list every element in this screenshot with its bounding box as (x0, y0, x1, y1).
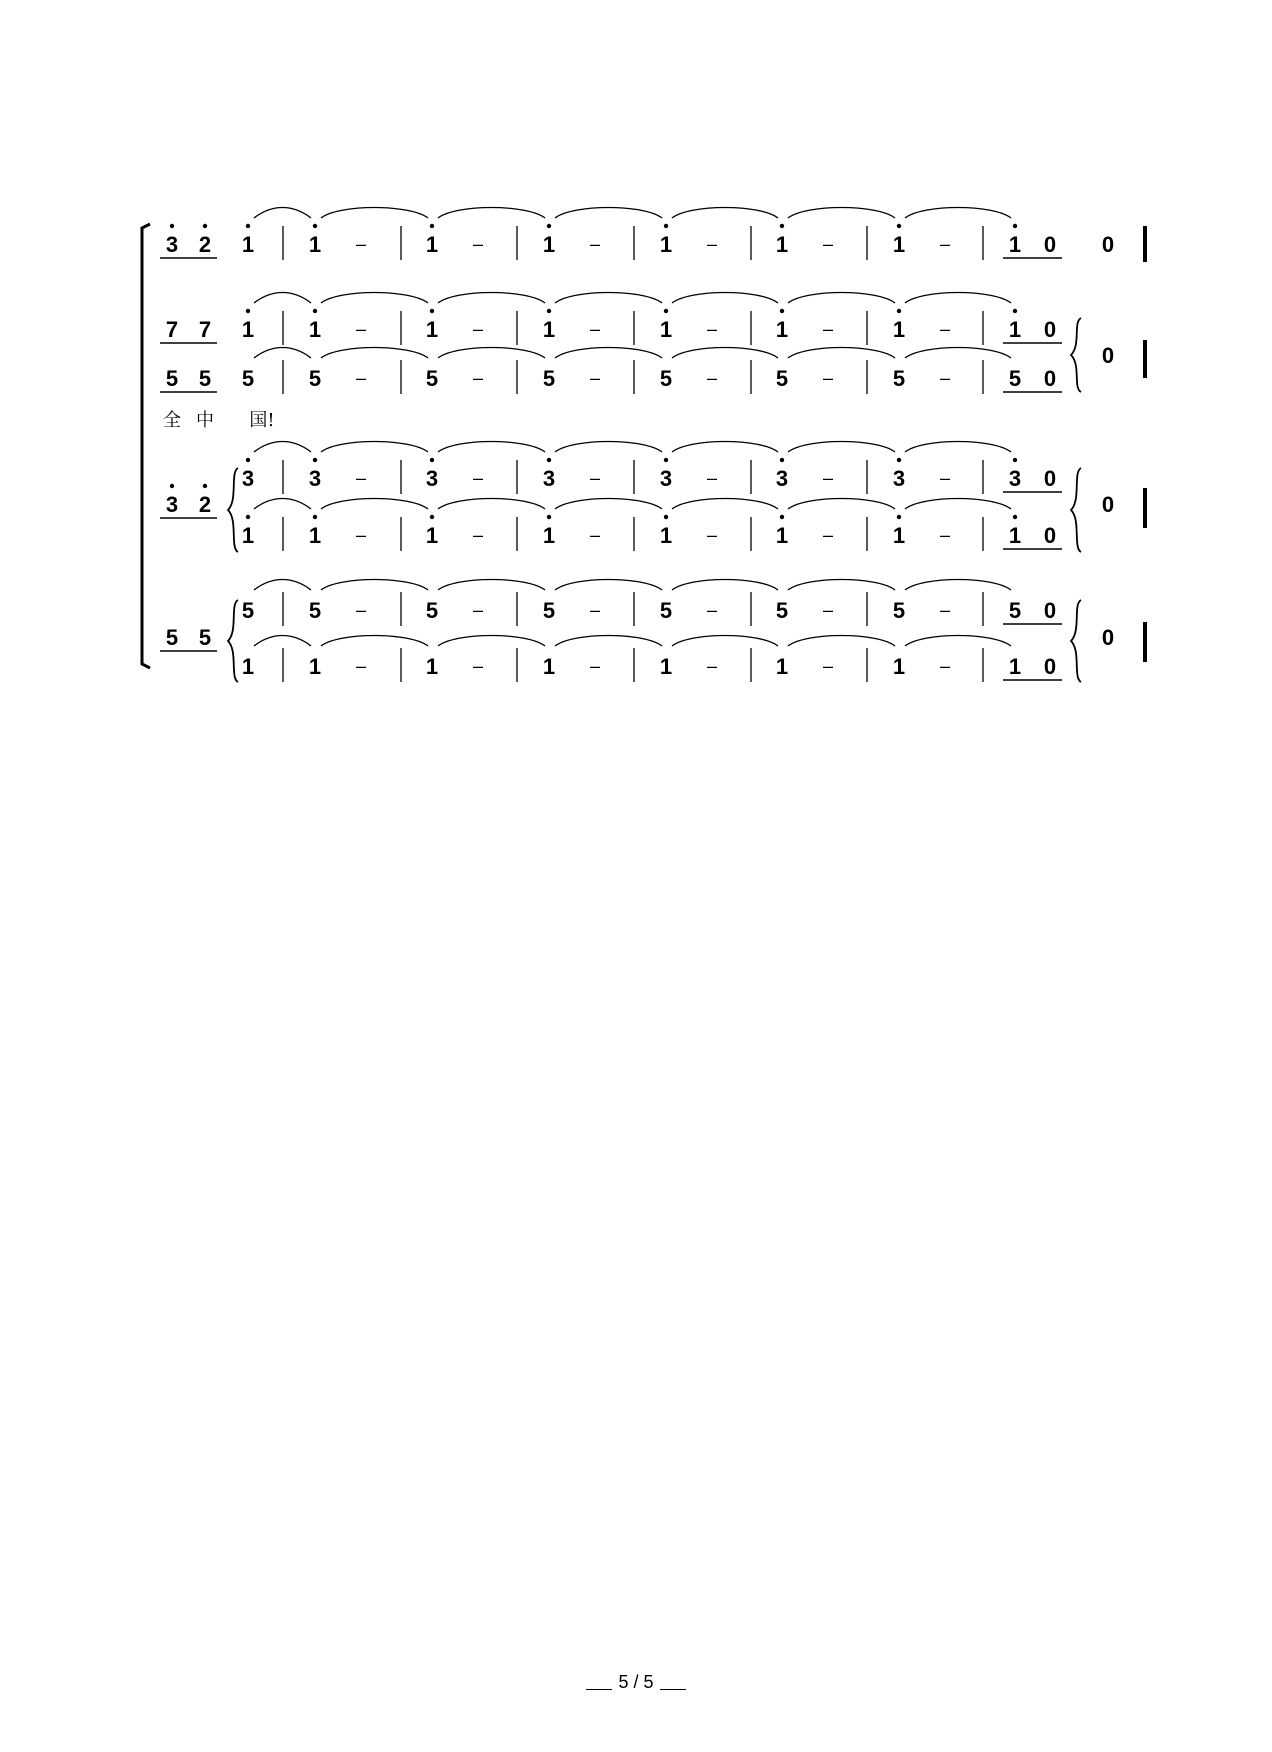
brace (228, 600, 238, 682)
tie (905, 348, 1011, 359)
held-note: 1 (659, 317, 673, 342)
held-note: 5 (542, 366, 556, 391)
sustain-dash: – (939, 234, 951, 254)
page-number: 5 / 5 (618, 1672, 654, 1692)
held-note: 1 (775, 523, 789, 548)
sustain-dash: – (589, 656, 601, 676)
pickup-note: 7 (165, 317, 179, 342)
system-bracket (142, 224, 150, 668)
sustain-dash: – (706, 525, 718, 545)
octave-dot (430, 458, 434, 462)
tie (672, 499, 778, 510)
held-note: 1 (892, 317, 906, 342)
final-barline (1143, 226, 1147, 262)
tie (672, 442, 778, 453)
held-note: 1 (775, 654, 789, 679)
final-rest: 0 (1043, 523, 1057, 548)
lead-note: 3 (241, 466, 255, 491)
sustain-dash: – (589, 468, 601, 488)
held-note: 1 (542, 523, 556, 548)
sustain-dash: – (472, 319, 484, 339)
octave-dot (664, 224, 668, 228)
octave-dot (897, 224, 901, 228)
tie (905, 442, 1011, 453)
tie (254, 636, 311, 647)
tie (555, 636, 662, 647)
brace (1071, 600, 1081, 682)
final-rest: 0 (1043, 598, 1057, 623)
held-note: 5 (775, 366, 789, 391)
final-barline (1143, 622, 1147, 662)
final-note: 1 (1008, 317, 1022, 342)
octave-dot (547, 515, 551, 519)
held-note: 5 (308, 366, 322, 391)
octave-dot (780, 515, 784, 519)
held-note: 5 (892, 598, 906, 623)
final-rest: 0 (1043, 232, 1057, 257)
octave-dot (547, 458, 551, 462)
sustain-dash: – (822, 468, 834, 488)
brace (228, 468, 238, 552)
octave-dot (313, 309, 317, 313)
sustain-dash: – (939, 368, 951, 388)
octave-dot (313, 224, 317, 228)
sustain-dash: – (589, 368, 601, 388)
sustain-dash: – (939, 468, 951, 488)
octave-dot (780, 458, 784, 462)
octave-dot (780, 309, 784, 313)
octave-dot (203, 224, 207, 228)
pickup-note: 5 (198, 625, 212, 650)
octave-dot (664, 515, 668, 519)
tie (905, 208, 1011, 219)
tie (905, 636, 1011, 647)
sustain-dash: – (355, 600, 367, 620)
pickup-note: 5 (165, 625, 179, 650)
octave-dot (430, 224, 434, 228)
held-note: 1 (892, 523, 906, 548)
tie (438, 348, 545, 359)
pickup-note: 5 (165, 366, 179, 391)
lead-note: 1 (241, 523, 255, 548)
octave-dot (547, 224, 551, 228)
lead-note: 5 (241, 598, 255, 623)
closing-rest: 0 (1101, 232, 1115, 257)
octave-dot (1013, 458, 1017, 462)
tie (555, 499, 662, 510)
held-note: 5 (775, 598, 789, 623)
sustain-dash: – (589, 600, 601, 620)
held-note: 5 (659, 366, 673, 391)
octave-dot (313, 458, 317, 462)
tie (438, 499, 545, 510)
held-note: 1 (892, 232, 906, 257)
final-note: 3 (1008, 466, 1022, 491)
tie (555, 348, 662, 359)
tie (321, 442, 428, 453)
pickup-note: 2 (198, 492, 212, 517)
tie (788, 499, 895, 510)
sustain-dash: – (472, 600, 484, 620)
tie (788, 208, 895, 219)
final-rest: 0 (1043, 654, 1057, 679)
sustain-dash: – (706, 234, 718, 254)
tie (672, 348, 778, 359)
octave-dot (246, 309, 250, 313)
sustain-dash: – (472, 656, 484, 676)
held-note: 5 (892, 366, 906, 391)
held-note: 1 (308, 654, 322, 679)
sustain-dash: – (939, 525, 951, 545)
held-note: 1 (425, 654, 439, 679)
sustain-dash: – (822, 368, 834, 388)
final-note: 5 (1008, 598, 1022, 623)
held-note: 1 (775, 232, 789, 257)
tie (254, 208, 311, 219)
sustain-dash: – (939, 656, 951, 676)
octave-dot (897, 458, 901, 462)
pickup-note: 3 (165, 492, 179, 517)
tie (321, 348, 428, 359)
held-note: 1 (308, 317, 322, 342)
lead-note: 1 (241, 232, 255, 257)
final-note: 1 (1008, 654, 1022, 679)
held-note: 3 (775, 466, 789, 491)
brace (1071, 318, 1081, 392)
tie (788, 442, 895, 453)
sustain-dash: – (706, 656, 718, 676)
held-note: 1 (308, 523, 322, 548)
tie (438, 293, 545, 304)
brace (1071, 468, 1081, 552)
tie (905, 293, 1011, 304)
tie (555, 442, 662, 453)
tie (672, 293, 778, 304)
held-note: 5 (542, 598, 556, 623)
held-note: 1 (775, 317, 789, 342)
sustain-dash: – (355, 319, 367, 339)
final-barline (1143, 340, 1147, 378)
sustain-dash: – (355, 656, 367, 676)
octave-dot (246, 458, 250, 462)
tie (321, 499, 428, 510)
held-note: 5 (425, 598, 439, 623)
sustain-dash: – (355, 525, 367, 545)
octave-dot (246, 224, 250, 228)
held-note: 1 (542, 317, 556, 342)
tie (438, 636, 545, 647)
held-note: 3 (542, 466, 556, 491)
held-note: 1 (542, 654, 556, 679)
final-rest: 0 (1043, 317, 1057, 342)
held-note: 3 (308, 466, 322, 491)
sustain-dash: – (355, 368, 367, 388)
lyric-syllable: 中 (196, 410, 214, 431)
tie (555, 208, 662, 219)
tie (555, 580, 662, 591)
sustain-dash: – (589, 319, 601, 339)
octave-dot (430, 515, 434, 519)
sustain-dash: – (706, 319, 718, 339)
sustain-dash: – (939, 600, 951, 620)
tie (321, 208, 428, 219)
pickup-note: 3 (165, 232, 179, 257)
tie (438, 208, 545, 219)
held-note: 5 (308, 598, 322, 623)
final-note: 5 (1008, 366, 1022, 391)
held-note: 1 (659, 232, 673, 257)
tie (672, 580, 778, 591)
sustain-dash: – (822, 600, 834, 620)
held-note: 1 (659, 523, 673, 548)
tie (321, 580, 428, 591)
sustain-dash: – (472, 368, 484, 388)
pickup-note: 7 (198, 317, 212, 342)
final-rest: 0 (1043, 466, 1057, 491)
tie (254, 580, 311, 591)
tie (254, 499, 311, 510)
final-note: 1 (1008, 523, 1022, 548)
sustain-dash: – (706, 600, 718, 620)
octave-dot (246, 515, 250, 519)
sustain-dash: – (589, 234, 601, 254)
octave-dot (547, 309, 551, 313)
held-note: 1 (892, 654, 906, 679)
lyric-syllable: 全 (163, 410, 181, 431)
octave-dot (203, 484, 207, 488)
sustain-dash: – (589, 525, 601, 545)
sustain-dash: – (355, 234, 367, 254)
held-note: 1 (425, 523, 439, 548)
tie (905, 499, 1011, 510)
tie (788, 636, 895, 647)
held-note: 5 (425, 366, 439, 391)
octave-dot (897, 309, 901, 313)
held-note: 1 (308, 232, 322, 257)
octave-dot (313, 515, 317, 519)
tie (438, 580, 545, 591)
lead-note: 1 (241, 317, 255, 342)
sustain-dash: – (706, 468, 718, 488)
tie (254, 348, 311, 359)
tie (438, 442, 545, 453)
sustain-dash: – (939, 319, 951, 339)
octave-dot (1013, 515, 1017, 519)
tie (672, 636, 778, 647)
closing-rest: 0 (1101, 625, 1115, 650)
octave-dot (430, 309, 434, 313)
held-note: 1 (659, 654, 673, 679)
tie (555, 293, 662, 304)
closing-rest: 0 (1101, 492, 1115, 517)
lead-note: 1 (241, 654, 255, 679)
page-footer (0, 1672, 1272, 1693)
tie (254, 293, 311, 304)
final-rest: 0 (1043, 366, 1057, 391)
tie (254, 442, 311, 453)
sustain-dash: – (355, 468, 367, 488)
sustain-dash: – (472, 525, 484, 545)
octave-dot (170, 484, 174, 488)
tie (788, 348, 895, 359)
tie (905, 580, 1011, 591)
tie (321, 636, 428, 647)
sustain-dash: – (822, 234, 834, 254)
sustain-dash: – (472, 468, 484, 488)
final-note: 1 (1008, 232, 1022, 257)
held-note: 3 (659, 466, 673, 491)
tie (321, 293, 428, 304)
closing-rest: 0 (1101, 343, 1115, 368)
held-note: 5 (659, 598, 673, 623)
lead-note: 5 (241, 366, 255, 391)
sustain-dash: – (822, 656, 834, 676)
tie (788, 580, 895, 591)
held-note: 1 (425, 232, 439, 257)
held-note: 3 (425, 466, 439, 491)
sustain-dash: – (822, 319, 834, 339)
octave-dot (1013, 224, 1017, 228)
held-note: 1 (425, 317, 439, 342)
octave-dot (780, 224, 784, 228)
held-note: 3 (892, 466, 906, 491)
octave-dot (897, 515, 901, 519)
sustain-dash: – (472, 234, 484, 254)
pickup-note: 2 (198, 232, 212, 257)
tie (788, 293, 895, 304)
sustain-dash: – (822, 525, 834, 545)
held-note: 1 (542, 232, 556, 257)
lyric-syllable: 国! (249, 410, 275, 431)
pickup-note: 5 (198, 366, 212, 391)
octave-dot (170, 224, 174, 228)
final-barline (1143, 488, 1147, 528)
octave-dot (664, 309, 668, 313)
octave-dot (664, 458, 668, 462)
octave-dot (1013, 309, 1017, 313)
tie (672, 208, 778, 219)
sustain-dash: – (706, 368, 718, 388)
